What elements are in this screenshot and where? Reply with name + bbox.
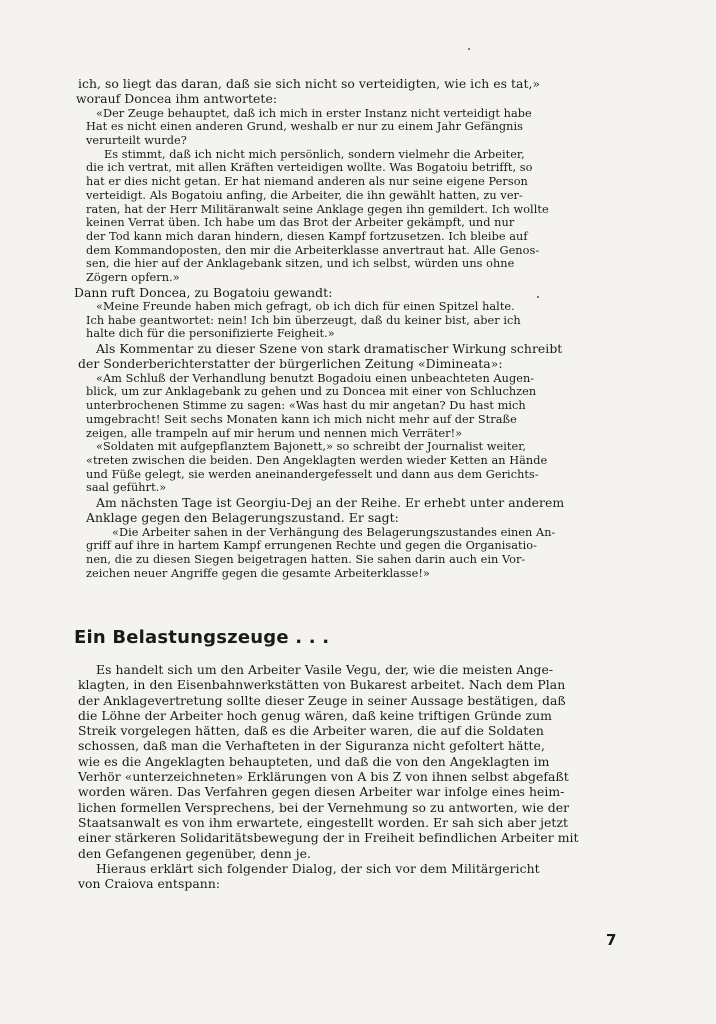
text-line: Verhör «unterzeichneten» Erklärungen von A bis Z von ihnen selbst abgefaßt bbox=[78, 769, 569, 785]
quote-line: zeichen neuer Angriffe gegen die gesamte Arbeiterklasse!» bbox=[86, 566, 430, 580]
quote-line: «treten zwischen die beiden. Den Angeklagten werden wieder Ketten an Hände bbox=[86, 453, 548, 467]
quote-line: keinen Verrat üben. Ich habe um das Brot der Arbeiter gekämpft, und nur bbox=[86, 216, 515, 230]
text-line: den Gefangenen gegenüber, denn je. bbox=[78, 845, 312, 861]
text-line: der Anklagevertretung sollte dieser Zeuge in seiner Aussage bestätigen, daß bbox=[78, 692, 566, 708]
quote-line: und Füße gelegt, sie werden aneinandergefesselt und dann aus dem Gerichts- bbox=[86, 467, 539, 481]
text-line: Streik vorgelegen hätten, daß es die Arbeiter waren, die auf die Soldaten bbox=[78, 723, 544, 739]
text-line: Anklage gegen den Belagerungszustand. Er sagt: bbox=[86, 510, 399, 526]
text-line: von Craiova entspann: bbox=[78, 876, 221, 892]
quote-line: der Tod kann mich daran hindern, diesen Kampf fortzusetzen. Ich bleibe auf bbox=[86, 229, 528, 243]
text-line: Am nächsten Tage ist Georgiu-Dej an der Reihe. Er erhebt unter anderem bbox=[96, 495, 565, 511]
text-line: schossen, daß man die Verhafteten in der Siguranza nicht gefoltert hätte, bbox=[78, 738, 545, 754]
quote-line: hat er dies nicht getan. Er hat niemand anderen als nur seine eigene Person bbox=[86, 175, 528, 189]
quote-line: nen, die zu diesen Siegen beigetragen hatten. Sie sahen darin auch ein Vor- bbox=[86, 553, 526, 567]
text-line: klagten, in den Eisenbahnwerkstätten von Bukarest arbeitet. Nach dem Plan bbox=[78, 677, 566, 693]
quote-line: saal geführt.» bbox=[86, 481, 167, 495]
quote-line: «Der Zeuge behauptet, daß ich mich in erster Instanz nicht verteidigt habe bbox=[96, 106, 532, 120]
quote-line: «Meine Freunde haben mich gefragt, ob ich dich für einen Spitzel halte. bbox=[96, 300, 515, 314]
quote-line: zeigen, alle trampeln auf mir herum und nennen mich Verräter!» bbox=[86, 426, 463, 440]
quote-line: verteidigt. Als Bogatoiu anfing, die Arbeiter, die ihn gewählt hatten, zu ver- bbox=[86, 188, 523, 202]
quote-line: dem Kommandoposten, den mir die Arbeiterklasse anvertraut hat. Alle Genos- bbox=[86, 243, 540, 257]
text-line: worden wären. Das Verfahren gegen diesen Arbeiter war infolge eines heim- bbox=[78, 784, 565, 800]
quote-line: griff auf ihre in hartem Kampf errungenen Rechte und gegen die Organisatio- bbox=[86, 539, 538, 553]
quote-line: Ich habe geantwortet: nein! Ich bin überzeugt, daß du keiner bist, aber ich bbox=[86, 313, 521, 327]
quote-line: blick, um zur Anklagebank zu gehen und zu Doncea mit einer von Schluchzen bbox=[86, 385, 537, 399]
quote-line: «Am Schluß der Verhandlung benutzt Bogadoiu einen unbeachteten Augen- bbox=[96, 371, 535, 385]
text-line: Staatsanwalt es von ihm erwartete, eingestellt worden. Er sah sich aber jetzt bbox=[78, 814, 569, 830]
quote-line: Hat es nicht einen anderen Grund, weshalb er nur zu einem Jahr Gefängnis bbox=[86, 120, 523, 134]
text-line: die Löhne der Arbeiter hoch genug wären, daß keine triftigen Gründe zum bbox=[78, 707, 552, 723]
quote-line: sen, die hier auf der Anklagebank sitzen, und ich selbst, würden uns ohne bbox=[86, 257, 515, 271]
section-heading: Ein Belastungszeuge . . . bbox=[74, 627, 330, 648]
quote-line: raten, hat der Herr Militäranwalt seine Anklage gegen ihn gemildert. Ich wollte bbox=[86, 202, 549, 216]
quote-line: Zögern opfern.» bbox=[86, 271, 180, 285]
text-line: Als Kommentar zu dieser Szene von stark dramatischer Wirkung schreibt bbox=[96, 341, 563, 357]
page-number: 7 bbox=[606, 931, 617, 949]
quote-line: verurteilt wurde? bbox=[86, 134, 187, 147]
text-line: Es handelt sich um den Arbeiter Vasile Vegu, der, wie die meisten Ange- bbox=[96, 662, 554, 677]
text-line: wie es die Angeklagten behaupteten, und daß die von den Angeklagten im bbox=[78, 753, 550, 769]
quote-line: unterbrochenen Stimme zu sagen: «Was hast du mir angetan? Du hast mich bbox=[86, 399, 526, 413]
quote-line: die ich vertrat, mit allen Kräften verteidigen wollte. Was Bogatoiu betrifft, so bbox=[86, 161, 533, 175]
text-line: einer stärkeren Solidaritätsbewegung der in Freiheit befindlichen Arbeiter mit bbox=[78, 830, 579, 846]
text-line: Hieraus erklärt sich folgender Dialog, der sich vor dem Militärgericht bbox=[96, 860, 540, 876]
speck bbox=[468, 48, 470, 50]
section-2-text bbox=[78, 662, 626, 891]
section-1-text bbox=[74, 76, 626, 580]
text-line: worauf Doncea ihm antwortete: bbox=[76, 91, 278, 107]
text-line: Dann ruft Doncea, zu Bogatoiu gewandt: bbox=[74, 284, 333, 300]
text-line: lichen formellen Versprechens, bei der Vernehmung so zu antworten, wie der bbox=[78, 799, 570, 815]
quote-line: «Die Arbeiter sahen in der Verhängung des Belagerungszustandes einen An- bbox=[112, 525, 556, 539]
quote-line: umgebracht! Seit sechs Monaten kann ich mich nicht mehr auf der Straße bbox=[86, 412, 517, 426]
quote-line: halte dich für die personifizierte Feigheit.» bbox=[86, 327, 335, 341]
quote-line: «Soldaten mit aufgepflanztem Bajonett,» so schreibt der Journalist weiter, bbox=[96, 440, 527, 454]
quote-line: Es stimmt, daß ich nicht mich persönlich, sondern vielmehr die Arbeiter, bbox=[104, 147, 525, 161]
text-line: ich, so liegt das daran, daß sie sich nicht so verteidigten, wie ich es tat,» bbox=[78, 76, 541, 91]
text-line: der Sonderberichterstatter der bürgerlichen Zeitung «Dimineata»: bbox=[78, 356, 503, 372]
